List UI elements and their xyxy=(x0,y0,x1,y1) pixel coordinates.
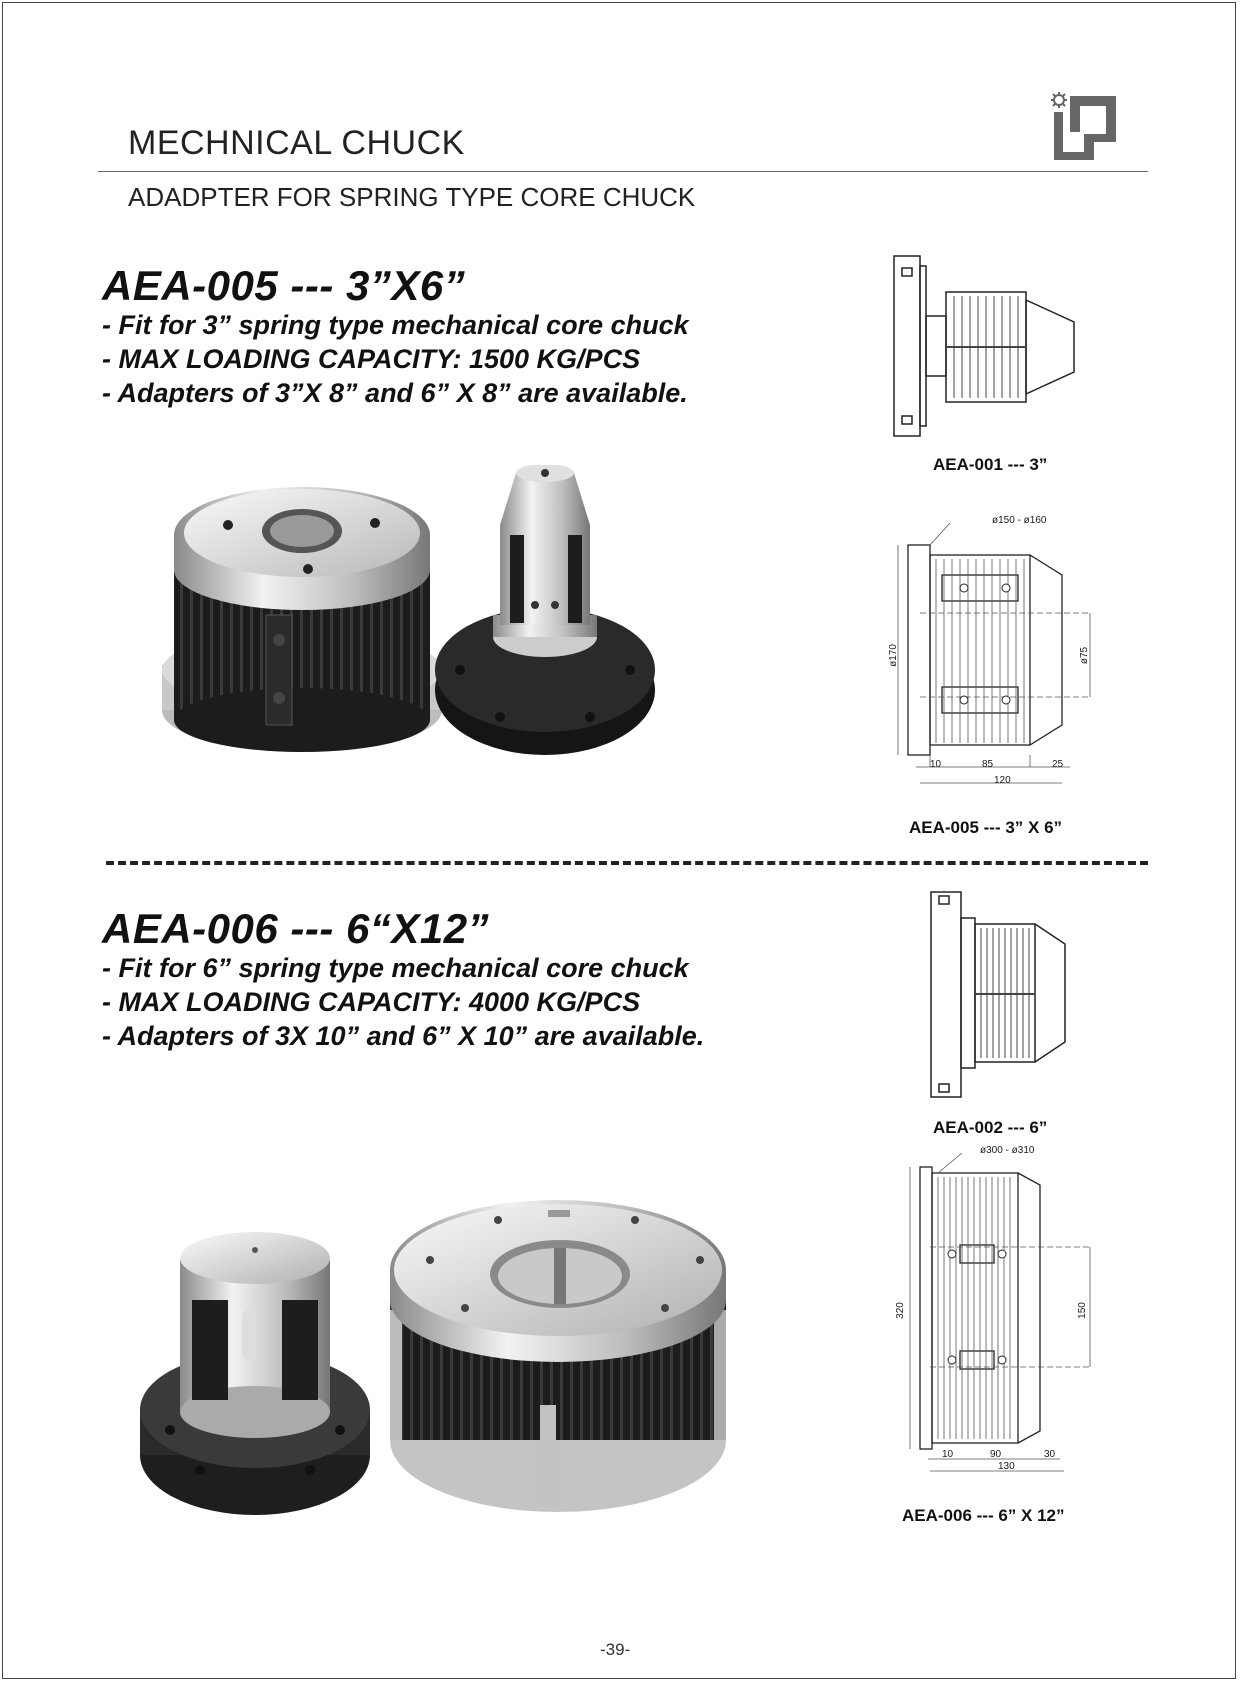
dim-a: 10 xyxy=(942,1449,954,1460)
dim-c: 25 xyxy=(1052,759,1064,770)
product-specs-aea-006 xyxy=(102,951,704,1053)
spec-line: - Fit for 3” spring type mechanical core chuck xyxy=(102,310,689,340)
dim-c: 30 xyxy=(1044,1449,1056,1460)
aea-002-caption: AEA-002 --- 6” xyxy=(933,1118,1048,1137)
page-number: -39- xyxy=(600,1640,631,1659)
spec-line: - MAX LOADING CAPACITY: 1500 KG/PCS xyxy=(102,344,641,374)
aea-006-dimension-drawing xyxy=(894,1145,1100,1490)
dim-right-height: 150 xyxy=(1076,1302,1088,1319)
dim-top-diameter: ø300 - ø310 xyxy=(980,1145,1035,1156)
product-title-aea-006: AEA-006 --- 6“X12” xyxy=(102,905,490,952)
dim-total: 130 xyxy=(998,1461,1015,1472)
dim-left-diameter: ø170 xyxy=(887,644,899,667)
aea-005-caption: AEA-005 --- 3” X 6” xyxy=(909,818,1063,837)
dim-b: 85 xyxy=(982,759,994,770)
page-subtitle: ADADPTER FOR SPRING TYPE CORE CHUCK xyxy=(128,182,696,212)
product-title-aea-005: AEA-005 --- 3”X6” xyxy=(102,262,466,309)
dim-top-diameter: ø150 - ø160 xyxy=(992,515,1047,526)
aea-001-side-drawing xyxy=(890,252,1110,442)
aea-002-side-drawing xyxy=(925,888,1095,1103)
dim-left-height: 320 xyxy=(894,1302,906,1319)
section-divider xyxy=(106,861,1148,865)
page-title: MECHNICAL CHUCK xyxy=(128,124,465,162)
spec-line: - Adapters of 3”X 8” and 6” X 8” are available. xyxy=(102,378,688,408)
dim-right-diameter: ø75 xyxy=(1079,646,1091,665)
aea-006-caption: AEA-006 --- 6” X 12” xyxy=(902,1506,1065,1525)
aea-005-product-photo xyxy=(160,465,700,785)
header-rule xyxy=(98,171,1148,172)
aea-006-product-photo xyxy=(140,1190,750,1530)
spec-line: - Adapters of 3X 10” and 6” X 10” are available. xyxy=(102,1021,705,1051)
spec-line: - MAX LOADING CAPACITY: 4000 KG/PCS xyxy=(102,987,641,1017)
company-logo xyxy=(1050,92,1120,164)
aea-001-caption: AEA-001 --- 3” xyxy=(933,455,1048,474)
product-specs-aea-005 xyxy=(102,308,689,410)
aea-005-dimension-drawing xyxy=(887,515,1110,795)
dim-b: 90 xyxy=(990,1449,1002,1460)
dim-a: 10 xyxy=(930,759,942,770)
dim-total: 120 xyxy=(994,775,1011,786)
spec-line: - Fit for 6” spring type mechanical core chuck xyxy=(102,953,689,983)
